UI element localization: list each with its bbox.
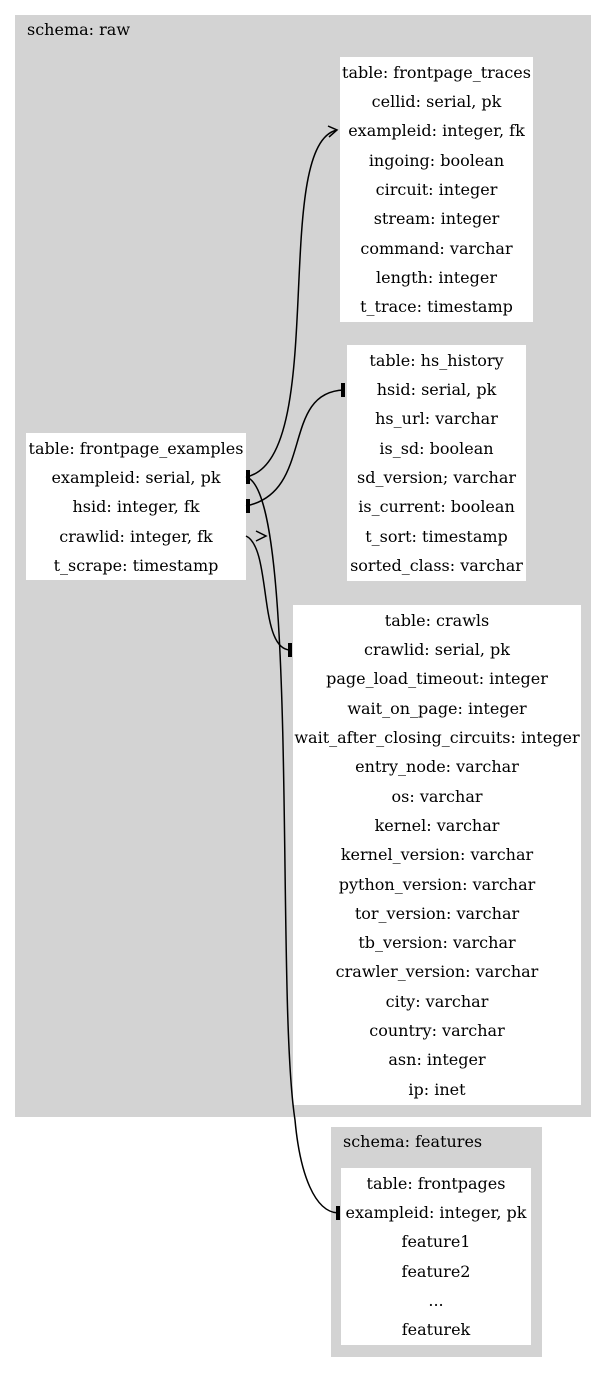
tee-crawls bbox=[288, 643, 292, 657]
field-kernel-version: kernel_version: varchar bbox=[340, 845, 534, 864]
field-wait-after-closing-circuits: wait_after_closing_circuits: integer bbox=[294, 728, 580, 747]
tee-frontpage-examples-exampleid bbox=[246, 470, 250, 484]
schema-raw-label: schema: raw bbox=[27, 20, 131, 39]
field-length: length: integer bbox=[375, 268, 498, 287]
edge-exampleid-to-frontpages bbox=[246, 477, 338, 1213]
field-is-sd: is_sd: boolean bbox=[379, 439, 494, 458]
field-hs-url: hs_url: varchar bbox=[375, 409, 498, 428]
field-ellipsis: ... bbox=[428, 1291, 444, 1310]
field-ip: ip: inet bbox=[408, 1080, 466, 1099]
field-stream: stream: integer bbox=[373, 209, 500, 228]
field-exampleid: exampleid: integer, pk bbox=[345, 1203, 527, 1222]
field-exampleid: exampleid: serial, pk bbox=[51, 468, 221, 487]
tee-frontpages bbox=[336, 1206, 340, 1220]
field-tb-version: tb_version: varchar bbox=[358, 933, 516, 952]
field-t-trace: t_trace: timestamp bbox=[360, 297, 513, 316]
field-asn: asn: integer bbox=[388, 1050, 486, 1069]
tee-hs-history bbox=[341, 383, 345, 397]
field-t-scrape: t_scrape: timestamp bbox=[53, 556, 219, 575]
field-exampleid: exampleid: integer, fk bbox=[348, 121, 525, 140]
field-kernel: kernel: varchar bbox=[374, 816, 500, 835]
field-command: command: varchar bbox=[360, 239, 513, 258]
field-wait-on-page: wait_on_page: integer bbox=[347, 699, 527, 718]
table-header: table: frontpage_traces bbox=[342, 63, 531, 82]
arrowhead-crawlid bbox=[256, 531, 266, 541]
table-header: table: frontpages bbox=[366, 1174, 506, 1193]
field-sorted-class: sorted_class: varchar bbox=[350, 556, 523, 575]
edge-crawlid-to-crawls bbox=[246, 536, 290, 650]
field-entry-node: entry_node: varchar bbox=[355, 757, 519, 776]
field-featurek: featurek bbox=[401, 1320, 471, 1339]
tee-frontpage-examples-hsid bbox=[246, 499, 250, 513]
field-feature2: feature2 bbox=[401, 1262, 471, 1281]
field-crawler-version: crawler_version: varchar bbox=[335, 962, 539, 981]
field-crawlid: crawlid: serial, pk bbox=[363, 640, 510, 659]
field-sd-version: sd_version; varchar bbox=[356, 468, 517, 487]
field-t-sort: t_sort: timestamp bbox=[365, 527, 508, 546]
field-hsid: hsid: serial, pk bbox=[376, 380, 497, 399]
table-header: table: crawls bbox=[384, 611, 490, 630]
field-country: country: varchar bbox=[369, 1021, 505, 1040]
field-python-version: python_version: varchar bbox=[338, 875, 536, 894]
field-os: os: varchar bbox=[391, 787, 483, 806]
table-header: table: frontpage_examples bbox=[28, 439, 244, 458]
field-city: city: varchar bbox=[385, 992, 489, 1011]
edge-exampleid-to-frontpage-traces bbox=[246, 130, 337, 477]
field-crawlid: crawlid: integer, fk bbox=[59, 527, 213, 546]
field-cellid: cellid: serial, pk bbox=[371, 92, 502, 111]
field-circuit: circuit: integer bbox=[375, 180, 498, 199]
field-ingoing: ingoing: boolean bbox=[368, 151, 505, 170]
table-header: table: hs_history bbox=[369, 351, 504, 370]
field-is-current: is_current: boolean bbox=[358, 497, 515, 516]
field-tor-version: tor_version: varchar bbox=[354, 904, 520, 923]
field-hsid: hsid: integer, fk bbox=[72, 497, 200, 516]
schema-features-label: schema: features bbox=[343, 1132, 483, 1151]
field-page-load-timeout: page_load_timeout: integer bbox=[326, 669, 548, 688]
field-feature1: feature1 bbox=[401, 1232, 471, 1251]
edge-hsid-to-hs-history bbox=[246, 390, 344, 506]
